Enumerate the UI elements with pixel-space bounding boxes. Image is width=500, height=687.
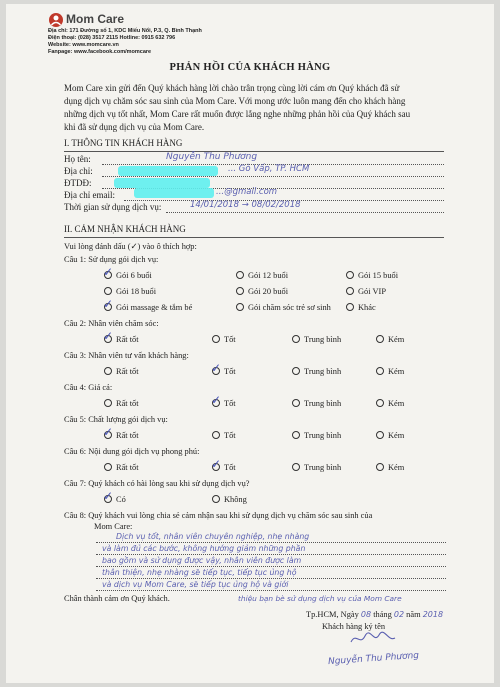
logo-icon — [48, 12, 64, 28]
field-value-period: 14/01/2018 → 08/02/2018 — [190, 200, 301, 210]
field-label-address: Địa chỉ: — [64, 166, 93, 176]
q8-label-line-1: Câu 8: Quý khách vui lòng chia sẻ cảm nhận sau khi sử dụng dịch vụ chăm sóc sau sinh của — [64, 511, 373, 520]
q2-opt-good[interactable]: Tốt — [212, 335, 236, 344]
field-label-phone: ĐTDĐ: — [64, 178, 92, 188]
q8-answer-line-1: Dịch vụ tốt, nhân viên chuyên nghiệp, nhẹ nhàng — [116, 532, 310, 541]
header-website: Website: www.momcare.vn — [48, 42, 119, 48]
header-fanpage: Fanpage: www.facebook.com/momcare — [48, 49, 152, 55]
q2-opt-poor[interactable]: Kém — [376, 335, 404, 344]
q7-label: Câu 7: Quý khách có hài lòng sau khi sử dụng dịch vụ? — [64, 479, 250, 488]
header-phone: Điện thoại: (028) 3517 2115 Hotline: 0915 632 796 — [48, 35, 176, 41]
field-label-email: Địa chỉ email: — [64, 190, 115, 200]
field-label-name: Họ tên: — [64, 154, 91, 164]
q6-opt-very-good[interactable]: Rất tốt — [104, 463, 139, 472]
q5-label: Câu 5: Chất lượng gói dịch vụ: — [64, 415, 168, 424]
q8-answer-line-2: và làm đủ các bước, không hướng giảm những phần — [102, 544, 306, 553]
q4-opt-average[interactable]: Trung bình — [292, 399, 341, 408]
q8-answer-line-5: và dịch vụ Mom Care, sẽ tiếp tục ủng hộ và giới — [102, 580, 289, 589]
q3-opt-very-good[interactable]: Rất tốt — [104, 367, 139, 376]
q1-option-18[interactable]: Gói 18 buổi — [104, 287, 156, 296]
q1-option-other[interactable]: Khác — [346, 303, 376, 312]
q1-label: Câu 1: Sử dụng gói dịch vụ: — [64, 255, 159, 264]
signature-name: Nguyễn Thu Phương — [327, 650, 420, 668]
q8-answer-line-6: thiệu bạn bè sử dụng dịch vụ của Mom Care — [238, 594, 402, 603]
header-address: Địa chỉ: 171 Đường số 1, KDC Miếu Nổi, P.3, Q. Bình Thạnh — [48, 28, 202, 34]
q2-opt-very-good[interactable]: ✓ Rất tốt — [103, 329, 139, 344]
q2-label: Câu 2: Nhân viên chăm sóc: — [64, 319, 159, 328]
field-value-address: ... Gò Vấp, TP. HCM — [228, 164, 310, 174]
sign-label: Khách hàng ký tên — [322, 622, 386, 631]
redacted-phone — [114, 178, 210, 188]
q6-label: Câu 6: Nội dung gói dịch vụ phong phú: — [64, 447, 200, 456]
q5-opt-very-good[interactable]: ✓ Rất tốt — [103, 425, 139, 440]
q6-opt-average[interactable]: Trung bình — [292, 463, 341, 472]
q4-label: Câu 4: Giá cả: — [64, 383, 113, 392]
q2-opt-average[interactable]: Trung bình — [292, 335, 341, 344]
q3-opt-good[interactable]: ✓ Tốt — [211, 361, 236, 376]
q3-opt-average[interactable]: Trung bình — [292, 367, 341, 376]
q1-option-vip[interactable]: Gói VIP — [346, 287, 386, 296]
q1-option-newborn[interactable]: Gói chăm sóc trẻ sơ sinh — [236, 303, 331, 312]
thanks-text: Chân thành cảm ơn Quý khách. — [64, 594, 170, 603]
q1-option-12[interactable]: Gói 12 buổi — [236, 271, 288, 280]
q8-answer-line-4: thân thiện, nhẹ nhàng sẽ tiếp tục, tiếp tục ủng hộ — [102, 568, 297, 577]
q6-opt-good[interactable]: ✓ Tốt — [211, 457, 236, 472]
q3-opt-poor[interactable]: Kém — [376, 367, 404, 376]
q5-opt-average[interactable]: Trung bình — [292, 431, 341, 440]
instruction-text: Vui lòng đánh dấu (✓) vào ô thích hợp: — [64, 242, 197, 251]
redacted-email — [134, 188, 214, 198]
section-1-heading: I. THÔNG TIN KHÁCH HÀNG — [64, 138, 183, 148]
section-2-heading: II. CẢM NHẬN KHÁCH HÀNG — [64, 224, 186, 234]
q3-label: Câu 3: Nhân viên tư vấn khách hàng: — [64, 351, 189, 360]
q8-answer-line-3: bao gồm và sử dụng được vậy, nhân viên được làm — [102, 556, 302, 565]
q5-opt-poor[interactable]: Kém — [376, 431, 404, 440]
intro-line-4: khi đã sử dụng dịch vụ của Mom Care. — [64, 122, 205, 132]
field-label-period: Thời gian sử dụng dịch vụ: — [64, 202, 162, 212]
q8-label-line-2: Mom Care: — [94, 522, 133, 531]
brand-name: Mom Care — [66, 12, 125, 26]
q1-option-20[interactable]: Gói 20 buổi — [236, 287, 288, 296]
signature-scribble — [348, 630, 398, 653]
feedback-form-sheet — [6, 4, 494, 683]
redacted-address — [118, 166, 218, 176]
q1-option-massage[interactable]: ✓ Gói massage & tắm bé — [103, 297, 193, 312]
field-value-name: Nguyễn Thu Phương — [166, 152, 258, 162]
q6-opt-poor[interactable]: Kém — [376, 463, 404, 472]
date-line: Tp.HCM, Ngày 08 tháng 02 năm 2018 — [306, 610, 444, 619]
q7-opt-no[interactable]: Không — [212, 495, 247, 504]
intro-line-2: dụng dịch vụ chăm sóc sau sinh của Mom Care. Với mong ước luôn mang đến cho khách hàng — [64, 96, 406, 106]
intro-line-1: Mom Care xin gửi đến Quý khách hàng lời chào trân trọng cùng lời cám ơn Quý khách đã sử — [64, 83, 400, 93]
q5-opt-good[interactable]: Tốt — [212, 431, 236, 440]
q4-opt-very-good[interactable]: Rất tốt — [104, 399, 139, 408]
q4-opt-poor[interactable]: Kém — [376, 399, 404, 408]
page-title: PHẢN HỒI CỦA KHÁCH HÀNG — [169, 62, 331, 73]
q1-option-15[interactable]: Gói 15 buổi — [346, 271, 398, 280]
q4-opt-good[interactable]: ✓ Tốt — [211, 393, 236, 408]
field-value-email: ...@gmail.com — [216, 187, 278, 197]
intro-line-3: những dịch vụ tốt nhất, Mom Care rất muốn được lắng nghe những phản hồi của Quý khách sau — [64, 109, 411, 119]
q1-option-6[interactable]: ✓ Gói 6 buổi — [103, 265, 152, 280]
q7-opt-yes[interactable]: ✓ Có — [103, 489, 126, 504]
